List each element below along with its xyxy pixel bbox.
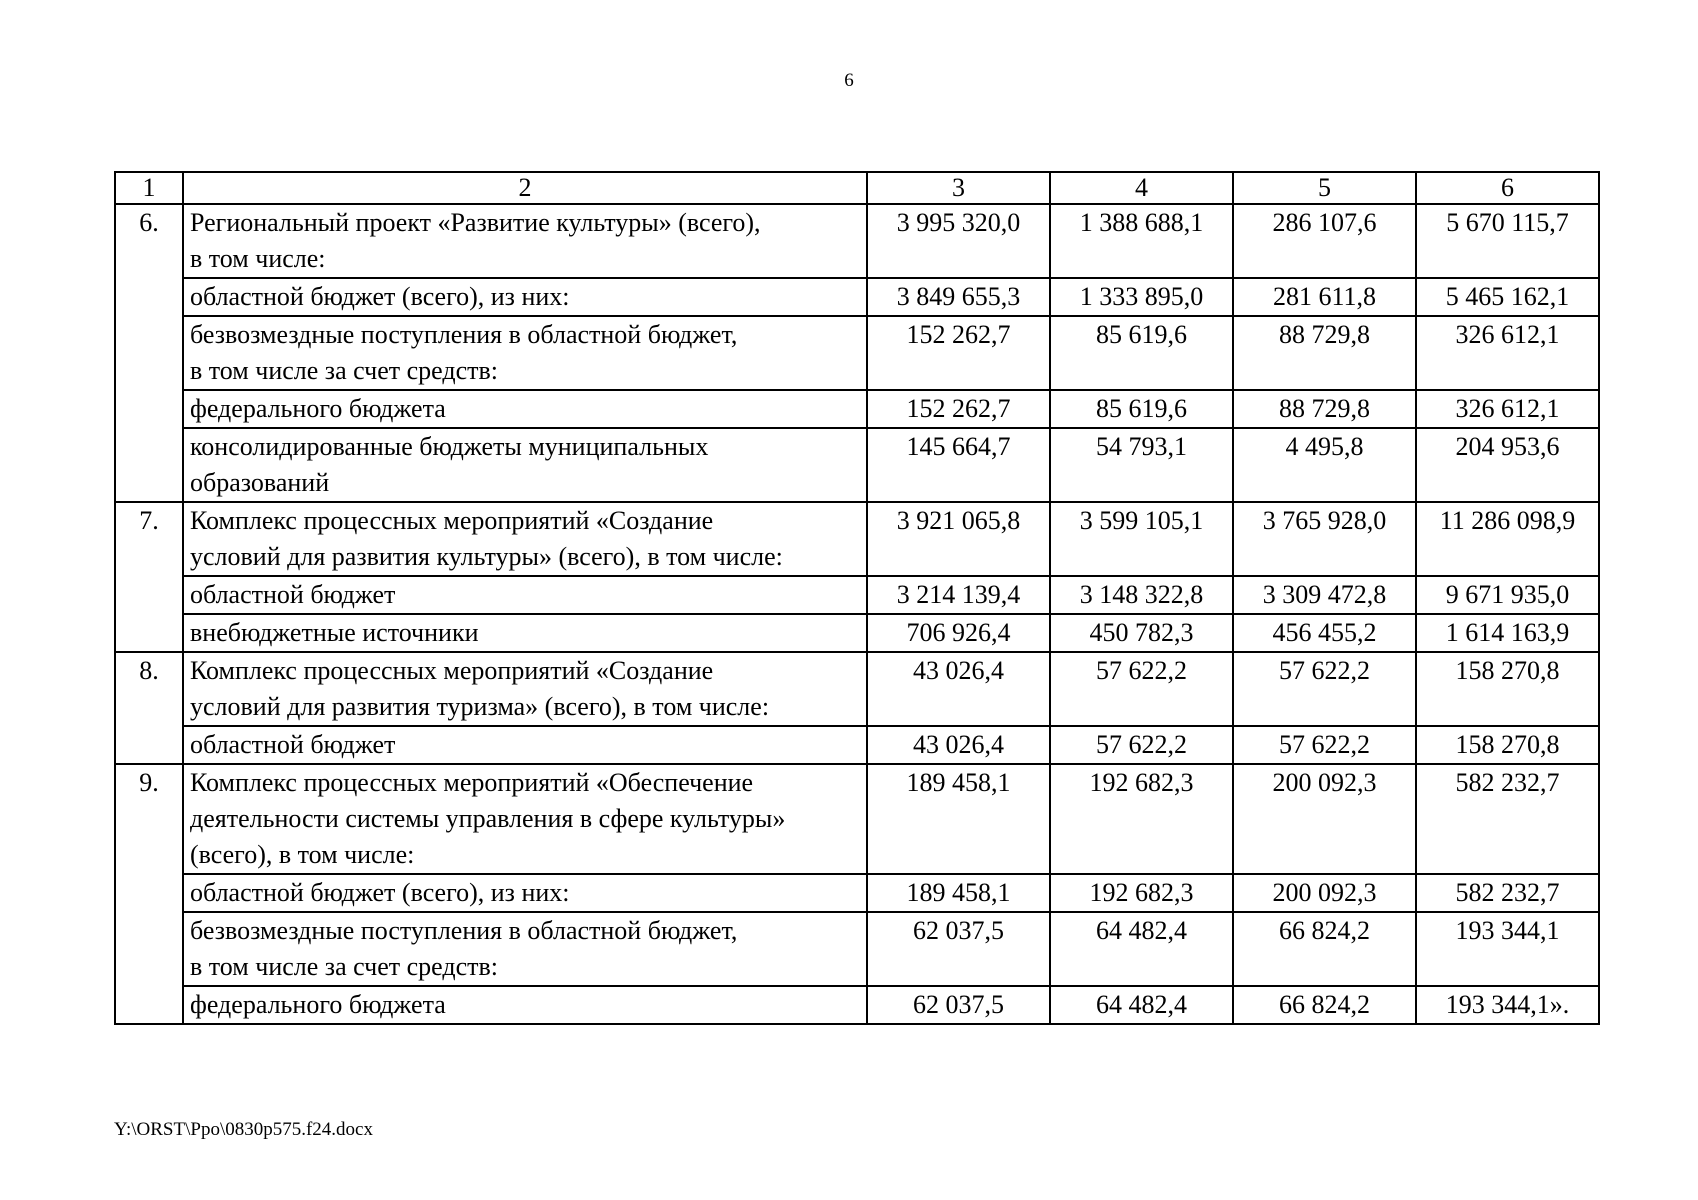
value-cell-col-4: 1 333 895,0 (1050, 278, 1233, 316)
value-cell-col-4: 85 619,6 (1050, 316, 1233, 390)
value-cell-col-3: 43 026,4 (867, 652, 1050, 726)
value-cell-col-6: 204 953,6 (1416, 428, 1599, 502)
value-cell-col-4: 192 682,3 (1050, 874, 1233, 912)
table-row (115, 316, 1599, 390)
column-number-3: 3 (867, 172, 1050, 204)
value-cell-col-6: 11 286 098,9 (1416, 502, 1599, 576)
page-number: 6 (844, 70, 854, 91)
value-cell-col-5: 88 729,8 (1233, 390, 1416, 428)
table-row (115, 428, 1599, 502)
column-number-header-row (115, 172, 1599, 204)
document-file-path: Y:\ORST\Ppo\0830p575.f24.docx (114, 1119, 373, 1140)
table-row (115, 912, 1599, 986)
value-cell-col-5: 3 765 928,0 (1233, 502, 1416, 576)
budget-table (114, 171, 1600, 1025)
row-label: областной бюджет (183, 726, 867, 764)
row-label: внебюджетные источники (183, 614, 867, 652)
column-number-1: 1 (115, 172, 183, 204)
row-label: консолидированные бюджеты муниципальных образований (183, 428, 867, 502)
value-cell-col-3: 62 037,5 (867, 912, 1050, 986)
table-row (115, 874, 1599, 912)
value-cell-col-3: 62 037,5 (867, 986, 1050, 1024)
row-label: федерального бюджета (183, 390, 867, 428)
table-row (115, 614, 1599, 652)
value-cell-col-4: 64 482,4 (1050, 912, 1233, 986)
value-cell-col-6: 5 670 115,7 (1416, 204, 1599, 278)
column-number-6: 6 (1416, 172, 1599, 204)
value-cell-col-5: 456 455,2 (1233, 614, 1416, 652)
value-cell-col-6: 158 270,8 (1416, 652, 1599, 726)
item-number: 9. (115, 764, 183, 1024)
table-row (115, 390, 1599, 428)
value-cell-col-4: 450 782,3 (1050, 614, 1233, 652)
value-cell-col-6: 326 612,1 (1416, 390, 1599, 428)
value-cell-col-5: 66 824,2 (1233, 986, 1416, 1024)
value-cell-col-6: 5 465 162,1 (1416, 278, 1599, 316)
value-cell-col-5: 200 092,3 (1233, 764, 1416, 874)
value-cell-col-4: 192 682,3 (1050, 764, 1233, 874)
row-label: областной бюджет (183, 576, 867, 614)
value-cell-col-6: 158 270,8 (1416, 726, 1599, 764)
value-cell-col-3: 3 214 139,4 (867, 576, 1050, 614)
column-number-5: 5 (1233, 172, 1416, 204)
table-row (115, 204, 1599, 278)
value-cell-col-5: 88 729,8 (1233, 316, 1416, 390)
value-cell-col-3: 706 926,4 (867, 614, 1050, 652)
row-label: Комплекс процессных мероприятий «Создание условий для развития культуры» (всего), в том числе: (183, 502, 867, 576)
table-row (115, 576, 1599, 614)
row-label: областной бюджет (всего), из них: (183, 278, 867, 316)
value-cell-col-3: 152 262,7 (867, 316, 1050, 390)
value-cell-col-6: 1 614 163,9 (1416, 614, 1599, 652)
row-label: безвозмездные поступления в областной бюджет, в том числе за счет средств: (183, 912, 867, 986)
item-number: 7. (115, 502, 183, 652)
row-label: безвозмездные поступления в областной бюджет, в том числе за счет средств: (183, 316, 867, 390)
value-cell-col-5: 286 107,6 (1233, 204, 1416, 278)
value-cell-col-4: 3 148 322,8 (1050, 576, 1233, 614)
value-cell-col-4: 85 619,6 (1050, 390, 1233, 428)
value-cell-col-6: 582 232,7 (1416, 764, 1599, 874)
table-row (115, 986, 1599, 1024)
value-cell-col-6: 326 612,1 (1416, 316, 1599, 390)
column-number-2: 2 (183, 172, 867, 204)
value-cell-col-3: 189 458,1 (867, 764, 1050, 874)
value-cell-col-3: 3 995 320,0 (867, 204, 1050, 278)
value-cell-col-4: 54 793,1 (1050, 428, 1233, 502)
value-cell-col-3: 145 664,7 (867, 428, 1050, 502)
item-number: 8. (115, 652, 183, 764)
row-label: Региональный проект «Развитие культуры» (всего), в том числе: (183, 204, 867, 278)
row-label: федерального бюджета (183, 986, 867, 1024)
value-cell-col-5: 57 622,2 (1233, 652, 1416, 726)
value-cell-col-6: 193 344,1 (1416, 912, 1599, 986)
value-cell-col-5: 3 309 472,8 (1233, 576, 1416, 614)
row-label: Комплекс процессных мероприятий «Создание условий для развития туризма» (всего), в том числе: (183, 652, 867, 726)
table-row (115, 502, 1599, 576)
value-cell-col-5: 200 092,3 (1233, 874, 1416, 912)
budget-table-body (115, 172, 1599, 1024)
value-cell-col-4: 1 388 688,1 (1050, 204, 1233, 278)
row-label: Комплекс процессных мероприятий «Обеспечение деятельности системы управления в сфере культуры» (всего), в том числе: (183, 764, 867, 874)
value-cell-col-3: 189 458,1 (867, 874, 1050, 912)
table-row (115, 726, 1599, 764)
row-label: областной бюджет (всего), из них: (183, 874, 867, 912)
table-row (115, 764, 1599, 874)
value-cell-col-3: 43 026,4 (867, 726, 1050, 764)
table-row (115, 652, 1599, 726)
value-cell-col-6: 582 232,7 (1416, 874, 1599, 912)
value-cell-col-4: 64 482,4 (1050, 986, 1233, 1024)
value-cell-col-6: 193 344,1». (1416, 986, 1599, 1024)
column-number-4: 4 (1050, 172, 1233, 204)
value-cell-col-4: 3 599 105,1 (1050, 502, 1233, 576)
value-cell-col-5: 66 824,2 (1233, 912, 1416, 986)
value-cell-col-3: 152 262,7 (867, 390, 1050, 428)
item-number: 6. (115, 204, 183, 502)
value-cell-col-3: 3 849 655,3 (867, 278, 1050, 316)
table-row (115, 278, 1599, 316)
value-cell-col-5: 4 495,8 (1233, 428, 1416, 502)
value-cell-col-4: 57 622,2 (1050, 652, 1233, 726)
value-cell-col-4: 57 622,2 (1050, 726, 1233, 764)
value-cell-col-5: 57 622,2 (1233, 726, 1416, 764)
value-cell-col-6: 9 671 935,0 (1416, 576, 1599, 614)
value-cell-col-5: 281 611,8 (1233, 278, 1416, 316)
value-cell-col-3: 3 921 065,8 (867, 502, 1050, 576)
